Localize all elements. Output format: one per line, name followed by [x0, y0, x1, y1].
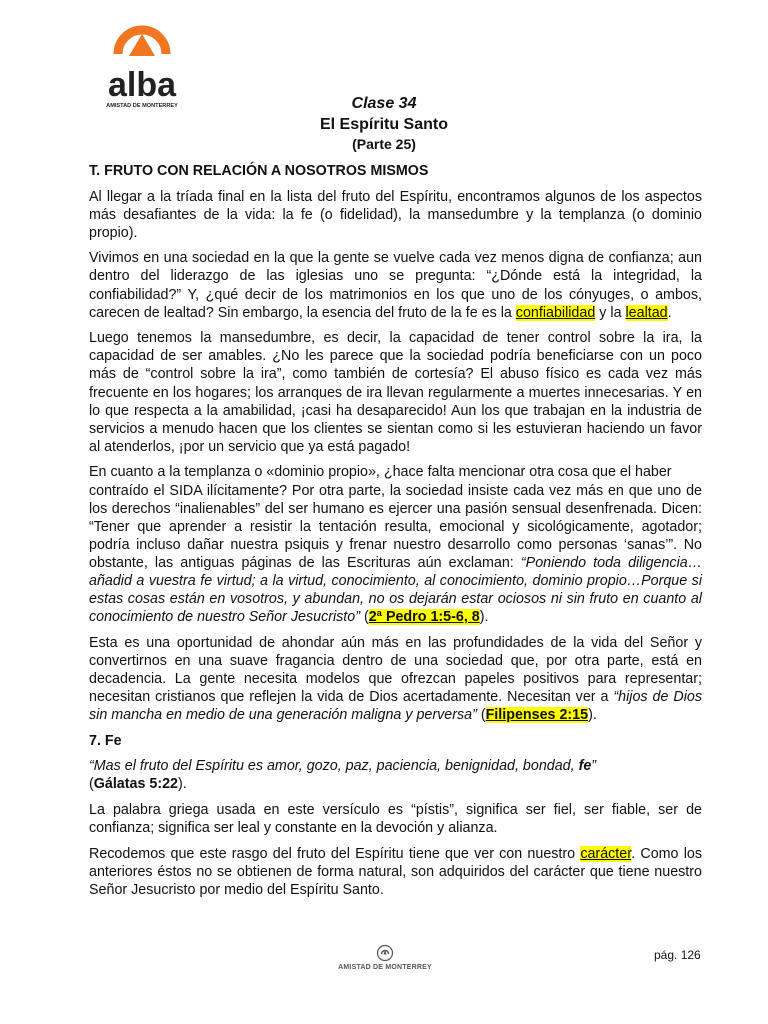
footer-brand-text: AMISTAD DE MONTERREY: [338, 964, 432, 971]
paragraph-4-close: ).: [479, 609, 489, 626]
reference-galatas: Gálatas 5:22: [93, 776, 179, 793]
reference-filipenses: Filipenses 2:15: [485, 707, 589, 724]
paragraph-5-quote: “hijos de Dios sin mancha en medio de una generación maligna y perversa”: [89, 689, 702, 724]
footer-logo-icon: [376, 944, 394, 962]
subheading-fe: 7. Fe: [89, 732, 122, 749]
page-number: pág. 126: [654, 948, 701, 962]
paragraph-4: [89, 463, 702, 626]
paragraph-5-open: (: [476, 707, 486, 724]
section-heading: T. FRUTO CON RELACIÓN A NOSOTROS MISMOS: [89, 163, 429, 179]
paragraph-7-text: Recodemos que este rasgo del fruto del Espíritu tiene que ver con nuestro: [89, 845, 581, 862]
part-label: (Parte 25): [352, 136, 416, 152]
paragraph-5: [89, 634, 702, 724]
paragraph-4-text: contraído el SIDA ilícitamente? Por otra parte, la sociedad insiste cada vez más en que uno de los derechos “inalienables” del ser humano es ejercer una pasión sensual desenfrenada. Dicen: “Tener que aprender a resistir la tentación resulta, emocional y sicológicamente, agotador; podría incluso dañar nuestra psiquis y frenar nuestro desarrollo como personas ‘sanas’”. No obstante, las antiguas páginas de las Escrituras aún exclaman:: [89, 482, 702, 571]
verse-galatas: “Mas el fruto del Espíritu es amor, gozo, paz, paciencia, benignidad, bondad, fe” (Gálatas 5:22).: [89, 758, 597, 793]
paragraph-4-line1: En cuanto a la templanza o «dominio propio», ¿hace falta mencionar otra cosa que el haber: [89, 464, 672, 481]
paragraph-5-text: Esta es una oportunidad de ahondar aún más en las profundidades de la vida del Señor y convertirnos en una suave fragancia dentro de una sociedad que, por otra parte, está en decadencia. La gente necesita modelos que ofrezcan papeles positivos para representar; necesitan cristianos que reflejen la vida de Dios acertadamente. Necesitan ver a: [89, 634, 702, 706]
paragraph-5-close: ).: [588, 707, 597, 724]
reference-2-pedro: 2ª Pedro 1:5-6, 8: [368, 609, 480, 626]
paragraph-7-end: . Como los anteriores éstos no se obtienen de forma natural, son adquiridos del carácter que tiene nuestro Señor Jesucristo por medio del Espíritu Santo.: [89, 845, 702, 898]
paragraph-2: [89, 249, 702, 321]
verse-bold-word: fe: [578, 758, 592, 775]
paragraph-7: [89, 845, 702, 899]
highlight-lealtad: lealtad: [625, 304, 668, 321]
verse-end: ”: [591, 758, 597, 775]
paragraph-2-mid: y la: [595, 304, 626, 321]
brand-name: alba: [107, 66, 177, 104]
brand-tagline: AMISTAD DE MONTERREY: [106, 103, 178, 109]
paragraph-4-open: (: [360, 609, 369, 626]
highlight-confiabilidad: confiabilidad: [515, 304, 596, 321]
verse-text: “Mas el fruto del Espíritu es amor, gozo, paz, paciencia, benignidad, bondad,: [89, 758, 579, 775]
paragraph-2-text: Vivimos en una sociedad en la que la gente se vuelve cada vez menos digna de confianza; aun dentro del liderazgo de las iglesias uno se pregunta: “¿Dónde está la integridad, la confiabilidad?” Y, ¿qué decir de los matrimonios en los que uno de los cónyuges, o ambos, carecen de lealtad? Sin embargo, la esencia del fruto de la fe es la: [89, 250, 702, 321]
footer-brand: [330, 944, 440, 971]
paragraph-6: La palabra griega usada en este versículo es “pístis”, significa ser fiel, ser fiable, ser de confianza; significa ser leal y constante en la devoción y alianza.: [89, 802, 702, 837]
document-body: [89, 162, 702, 906]
paragraph-3: Luego tenemos la mansedumbre, es decir, la capacidad de tener control sobre la ira, la capacidad de ser amables. ¿No les parece que la sociedad podría beneficiarse con un poco más de “control sobre la ira”, como también de cortesía? El abuso físico es cada vez más frecuente en los hogares; los arranques de ira llevan regularmente a muertes innecesarias. Y en lo que respecta a la amabilidad, ¡casi ha desaparecido! Aun los que trabajan en la industria de servicios a menudo hacen que los clientes se sientan como si les estuvieran haciendo un favor al atenderlos, ¡por un servicio que ya está pagado!: [89, 330, 702, 455]
page-title: El Espíritu Santo: [319, 116, 448, 133]
highlight-caracter: carácter: [580, 845, 632, 862]
paragraph-1: Al llegar a la tríada final en la lista del fruto del Espíritu, encontramos algunos de los aspectos más desafiantes de la vida: la fe (o fidelidad), la mansedumbre y la templanza (o dominio propio).: [89, 188, 702, 241]
paragraph-4-quote: “Poniendo toda diligencia…añadid a vuestra fe virtud; a la virtud, conocimiento, al conocimiento, dominio propio…Porque si estas cosas están en vosotros, y abundan, no os dejarán estar ociosos ni sin fruto en cuanto al conocimiento de nuestro Señor Jesucristo”: [89, 554, 703, 626]
class-number: Clase 34: [351, 95, 417, 112]
verse-close: ).: [178, 776, 187, 793]
paragraph-2-end: .: [667, 304, 672, 321]
